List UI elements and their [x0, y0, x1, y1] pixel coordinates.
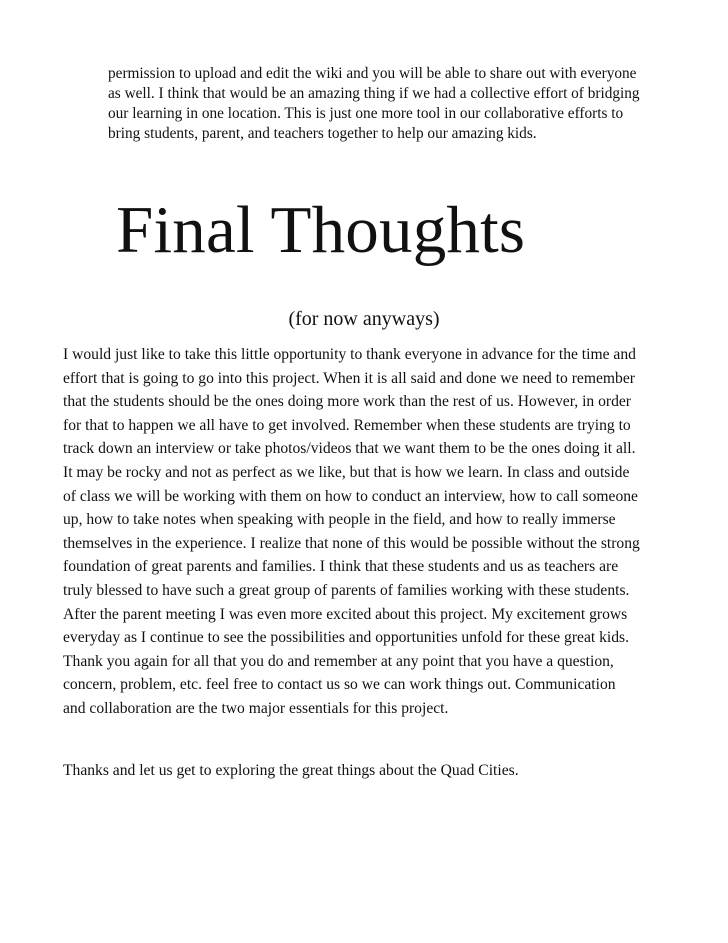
body-line: everyday as I continue to see the possibilities and opportunities unfold for these great kids. — [63, 629, 630, 647]
body-line: track down an interview or take photos/videos that we want them to be the ones doing it all. — [63, 440, 636, 458]
body-line: After the parent meeting I was even more excited about this project. My excitement grows — [63, 605, 628, 623]
body-line: concern, problem, etc. feel free to contact us so we can work things out. Communication — [63, 676, 616, 694]
intro-paragraph — [108, 64, 668, 144]
section-heading: Final Thoughts — [116, 193, 526, 267]
closing-paragraph: Thanks and let us get to exploring the great things about the Quad Cities. — [63, 762, 519, 779]
body-paragraph — [63, 343, 683, 721]
body-line: foundation of great parents and families. I think that these students and us as teachers are — [63, 558, 619, 576]
intro-line: bring students, parent, and teachers together to help our amazing kids. — [108, 125, 537, 142]
body-line: and collaboration are the two major essentials for this project. — [63, 699, 449, 717]
section-subheading — [0, 305, 728, 333]
body-line: themselves in the experience. I realize that none of this would be possible without the strong — [63, 534, 640, 552]
body-line: I would just like to take this little opportunity to thank everyone in advance for the time and — [63, 346, 636, 363]
intro-line: our learning in one location. This is just one more tool in our collaborative efforts to — [108, 105, 624, 122]
body-line: of class we will be working with them on how to conduct an interview, how to call someone — [63, 487, 638, 505]
body-line: truly blessed to have such a great group of parents of families working with these students. — [63, 581, 630, 599]
intro-line: permission to upload and edit the wiki and you will be able to share out with everyone — [108, 65, 637, 82]
body-line: effort that is going to go into this project. When it is all said and done we need to remember — [63, 369, 635, 387]
body-line: Thank you again for all that you do and remember at any point that you have a question, — [63, 652, 614, 670]
body-line: that the students should be the ones doing more work than the rest of us. However, in order — [63, 393, 631, 411]
body-line: for that to happen we all have to get involved. Remember when these students are trying to — [63, 416, 631, 434]
body-line: It may be rocky and not as perfect as we like, but that is how we learn. In class and outside — [63, 463, 630, 481]
intro-line: as well. I think that would be an amazing thing if we had a collective effort of bridging — [108, 85, 640, 102]
body-line: up, how to take notes when speaking with people in the field, and how to really immerse — [63, 511, 616, 529]
subheading-text: (for now anyways) — [288, 308, 440, 330]
